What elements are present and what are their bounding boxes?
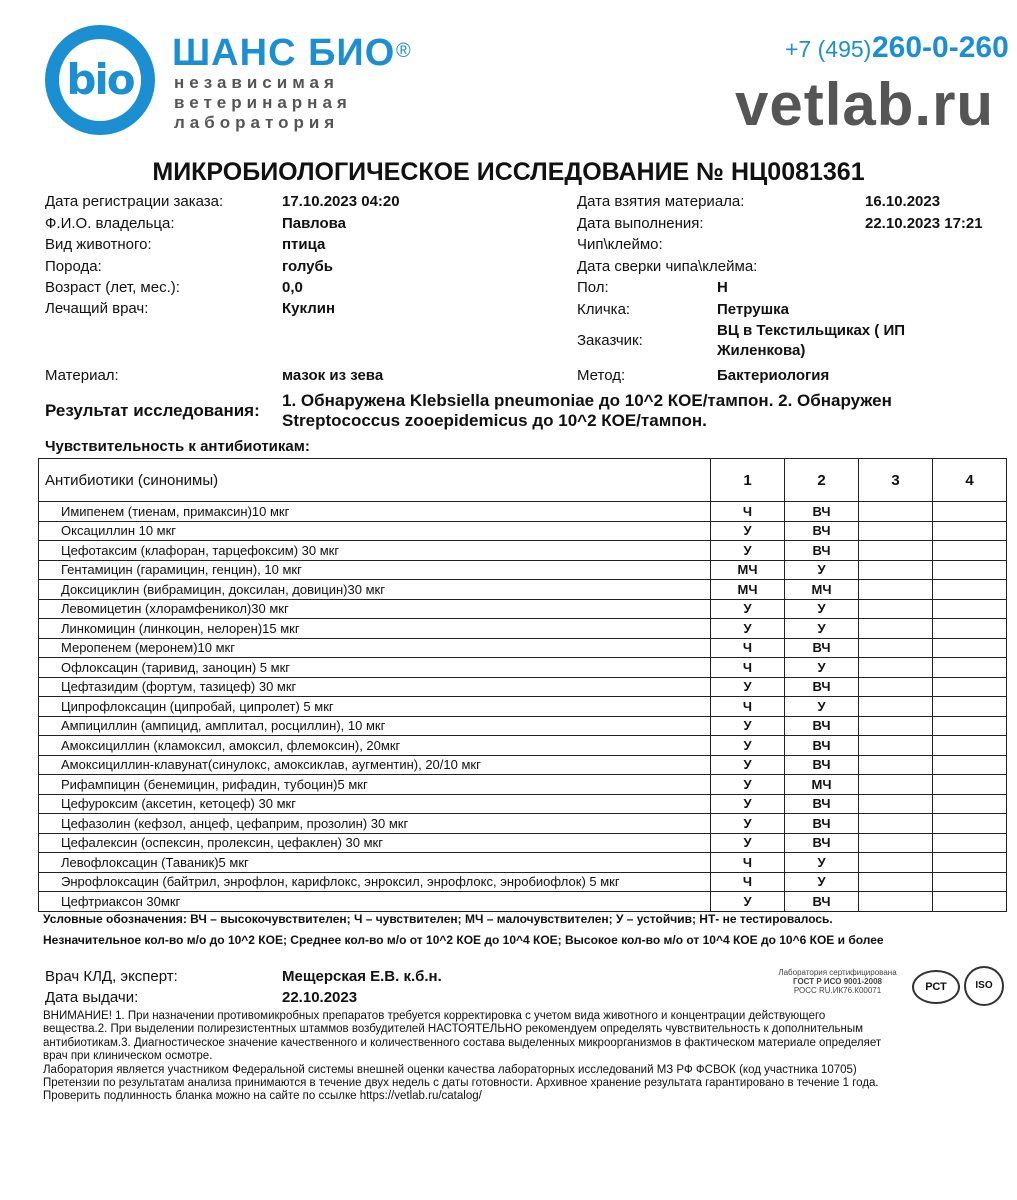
antibiotic-name-cell: Цефалексин (оспексин, пролексин, цефаклен) 30 мкг [39, 833, 711, 853]
breed-label: Порода: [45, 258, 102, 275]
footer-line: антибиотикам.3. Диагностическое значение качественного и количественного состава выделенных микроорганизмов в фактическом материале определяет [43, 1036, 882, 1049]
rst-badge-icon: РСТ [912, 970, 960, 1004]
sensitivity-cell-2: ВЧ [785, 541, 859, 561]
brand-subtitle-2: ветеринарная [174, 93, 352, 112]
sensitivity-title: Чувствительность к антибиотикам: [45, 438, 310, 455]
customer-label: Заказчик: [577, 332, 643, 349]
issue-date-value: 22.10.2023 [282, 989, 358, 1006]
brand-subtitle-3: лаборатория [174, 113, 340, 132]
brand-subtitle-1: независимая [174, 73, 339, 92]
antibiotic-name-cell: Амоксициллин-клавунат(синулокс, амоксиклав, аугментин), 20/10 мкг [39, 755, 711, 775]
sensitivity-cell-2: ВЧ [785, 638, 859, 658]
footer-line: вещества.2. При выделении полирезистентных штаммов возбудителей НАСТОЯТЕЛЬНО рекомендуем определять чувствительность к дополнительным [43, 1023, 864, 1036]
table-row [39, 814, 1007, 834]
table-row [39, 502, 1007, 522]
table-row [39, 755, 1007, 775]
doctor-value: Куклин [282, 300, 335, 317]
table-row [39, 736, 1007, 756]
species-value: птица [282, 236, 326, 253]
sensitivity-cell-3 [859, 872, 933, 892]
table-row [39, 599, 1007, 619]
column-header-3: 3 [859, 459, 933, 502]
antibiotic-name-cell: Рифампицин (бенемицин, рифадин, тубоцин)5 мкг [39, 775, 711, 795]
sensitivity-cell-4 [933, 697, 1007, 717]
sensitivity-cell-1: У [711, 736, 785, 756]
sensitivity-cell-2: У [785, 599, 859, 619]
column-header-antibiotic: Антибиотики (синонимы) [39, 459, 711, 502]
sensitivity-cell-1: Ч [711, 502, 785, 522]
method-label: Метод: [577, 367, 626, 384]
sensitivity-cell-2: ВЧ [785, 833, 859, 853]
table-row [39, 697, 1007, 717]
antibiotic-name-cell: Линкомицин (линкоцин, нелорен)15 мкг [39, 619, 711, 639]
table-row [39, 872, 1007, 892]
sensitivity-cell-1: МЧ [711, 560, 785, 580]
sensitivity-cell-4 [933, 716, 1007, 736]
chip-check-label: Дата сверки чипа\клейма: [577, 258, 758, 275]
age-label: Возраст (лет, мес.): [45, 279, 180, 296]
sensitivity-cell-3 [859, 560, 933, 580]
site-name: vetlab.ru [735, 71, 995, 138]
sex-label: Пол: [577, 279, 609, 296]
cert-line-1: Лаборатория сертифицирована [778, 968, 897, 977]
sensitivity-cell-2: ВЧ [785, 814, 859, 834]
expert-label: Врач КЛД, эксперт: [45, 968, 178, 985]
antibiotic-name-cell: Цефотаксим (клафоран, тарцефоксим) 30 мкг [39, 541, 711, 561]
legend: Условные обозначения: ВЧ – высокочувствителен; Ч – чувствителен; МЧ – малочувствителен; У – устойчив; НТ- не тестировалось. [43, 912, 833, 926]
sensitivity-cell-2: ВЧ [785, 892, 859, 912]
footer-line: Лаборатория является участником Федеральной системы внешней оценки качества лабораторных исследований МЗ РФ ФСВОК (код участника 10705) [43, 1063, 857, 1076]
phone-number: 260-0-260 [872, 31, 1009, 64]
pet-name-value: Петрушка [717, 301, 789, 318]
footer-notes [43, 1010, 1008, 1104]
sensitivity-cell-1: У [711, 775, 785, 795]
sensitivity-cell-2: ВЧ [785, 755, 859, 775]
result-line-2: Streptococcus zooepidemicus до 10^2 КОЕ/тампон. [282, 411, 707, 430]
pet-name-label: Кличка: [577, 301, 631, 318]
sensitivity-cell-1: У [711, 619, 785, 639]
sensitivity-cell-2: У [785, 658, 859, 678]
breed-value: голубь [282, 258, 333, 275]
sensitivity-cell-2: У [785, 619, 859, 639]
done-date-value: 22.10.2023 17:21 [865, 215, 983, 232]
result-line-1: 1. Обнаружена Klebsiella pneumoniae до 10^2 КОЕ/тампон. 2. Обнаружен [282, 391, 892, 410]
sensitivity-cell-3 [859, 814, 933, 834]
table-row [39, 638, 1007, 658]
owner-value: Павлова [282, 215, 347, 232]
antibiotic-name-cell: Цефтазидим (фортум, тазицеф) 30 мкг [39, 677, 711, 697]
reg-date-value: 17.10.2023 04:20 [282, 193, 400, 210]
sensitivity-cell-2: ВЧ [785, 521, 859, 541]
sensitivity-cell-4 [933, 794, 1007, 814]
sensitivity-cell-1: У [711, 892, 785, 912]
material-value: мазок из зева [282, 367, 384, 384]
sensitivity-cell-1: Ч [711, 697, 785, 717]
antibiotic-name-cell: Цефуроксим (аксетин, кетоцеф) 30 мкг [39, 794, 711, 814]
sensitivity-cell-4 [933, 736, 1007, 756]
sensitivity-cell-4 [933, 775, 1007, 795]
doctor-label: Лечащий врач: [45, 300, 149, 317]
sensitivity-cell-4 [933, 599, 1007, 619]
antibiotic-name-cell: Энрофлоксацин (байтрил, энрофлон, карифлокс, энроксил, энрофлокс, энробиофлок) 5 мкг [39, 872, 711, 892]
sensitivity-cell-1: МЧ [711, 580, 785, 600]
sensitivity-cell-4 [933, 872, 1007, 892]
table-body [39, 502, 1007, 912]
table-row [39, 560, 1007, 580]
sensitivity-cell-1: У [711, 814, 785, 834]
sensitivity-cell-1: У [711, 833, 785, 853]
done-date-label: Дата выполнения: [577, 215, 704, 232]
table-row [39, 892, 1007, 912]
sensitivity-cell-1: Ч [711, 658, 785, 678]
column-header-2: 2 [785, 459, 859, 502]
sex-value: Н [717, 279, 728, 296]
age-value: 0,0 [282, 279, 303, 296]
antibiotic-name-cell: Меропенем (меронем)10 мкг [39, 638, 711, 658]
antibiotic-name-cell: Гентамицин (гарамицин, генцин), 10 мкг [39, 560, 711, 580]
issue-date-label: Дата выдачи: [45, 989, 139, 1006]
sensitivity-cell-1: Ч [711, 638, 785, 658]
sensitivity-cell-1: У [711, 541, 785, 561]
brand-name: ШАНС БИО [172, 32, 396, 74]
sensitivity-cell-1: У [711, 599, 785, 619]
sensitivity-cell-4 [933, 677, 1007, 697]
iso-badge-icon: ISO [964, 966, 1004, 1006]
sensitivity-cell-4 [933, 580, 1007, 600]
sensitivity-cell-2: ВЧ [785, 794, 859, 814]
owner-label: Ф.И.О. владельца: [45, 215, 175, 232]
sensitivity-cell-4 [933, 502, 1007, 522]
sensitivity-cell-4 [933, 755, 1007, 775]
sensitivity-cell-2: У [785, 560, 859, 580]
sensitivity-cell-3 [859, 697, 933, 717]
sensitivity-cell-3 [859, 736, 933, 756]
sensitivity-cell-2: У [785, 872, 859, 892]
phone-prefix: +7 (495) [785, 36, 872, 62]
sensitivity-cell-1: У [711, 677, 785, 697]
antibiotic-name-cell: Ампициллин (ампицид, амплитал, росциллин), 10 мкг [39, 716, 711, 736]
antibiotic-name-cell: Имипенем (тиенам, примаксин)10 мкг [39, 502, 711, 522]
table-row [39, 619, 1007, 639]
sensitivity-cell-4 [933, 619, 1007, 639]
antibiotic-name-cell: Левомицетин (хлорамфеникол)30 мкг [39, 599, 711, 619]
sensitivity-cell-3 [859, 677, 933, 697]
sensitivity-cell-2: ВЧ [785, 736, 859, 756]
sensitivity-cell-3 [859, 892, 933, 912]
sensitivity-cell-3 [859, 658, 933, 678]
antibiotic-name-cell: Ципрофлоксацин (ципробай, ципролет) 5 мкг [39, 697, 711, 717]
result-value [282, 391, 942, 431]
sensitivity-cell-1: У [711, 716, 785, 736]
table-row [39, 853, 1007, 873]
table-row [39, 658, 1007, 678]
sensitivity-cell-3 [859, 521, 933, 541]
sensitivity-cell-4 [933, 892, 1007, 912]
table-row [39, 794, 1007, 814]
footer-line: Проверить подлинность бланка можно на сайте по ссылке https://vetlab.ru/catalog/ [43, 1090, 482, 1103]
sensitivity-cell-3 [859, 599, 933, 619]
logo: bio [66, 55, 134, 104]
sensitivity-cell-2: У [785, 697, 859, 717]
sensitivity-cell-3 [859, 853, 933, 873]
antibiotic-name-cell: Офлоксацин (таривид, заноцин) 5 мкг [39, 658, 711, 678]
table-row [39, 775, 1007, 795]
footer-line: врач при клиническом осмотре. [43, 1050, 213, 1063]
antibiotic-name-cell: Левофлоксацин (Таваник)5 мкг [39, 853, 711, 873]
sample-date-label: Дата взятия материала: [577, 193, 745, 210]
sensitivity-cell-3 [859, 755, 933, 775]
sensitivity-cell-4 [933, 560, 1007, 580]
table-row [39, 677, 1007, 697]
sample-date-value: 16.10.2023 [865, 193, 941, 210]
sensitivity-cell-3 [859, 775, 933, 795]
result-label: Результат исследования: [45, 401, 260, 420]
sensitivity-cell-2: ВЧ [785, 677, 859, 697]
table-row [39, 580, 1007, 600]
sensitivity-cell-4 [933, 638, 1007, 658]
sensitivity-cell-1: Ч [711, 872, 785, 892]
sensitivity-cell-1: У [711, 521, 785, 541]
sensitivity-cell-2: ВЧ [785, 716, 859, 736]
footer-line: ВНИМАНИЕ! 1. При назначении противомикробных препаратов требуется корректировка с учетом вида животного и концентрации действующего [43, 1010, 826, 1022]
species-label: Вид животного: [45, 236, 152, 253]
cert-line-3: РОСС RU.ИК76.К00071 [793, 986, 882, 995]
table-header-row [39, 459, 1007, 502]
sensitivity-cell-3 [859, 833, 933, 853]
sensitivity-cell-3 [859, 541, 933, 561]
table-row [39, 716, 1007, 736]
sensitivity-cell-2: МЧ [785, 580, 859, 600]
footer-line: Претензии по результатам анализа принимаются в течение двух недель с даты готовности. Архивное хранение результата гарантировано в течение 1 года. [43, 1077, 879, 1090]
sensitivity-cell-3 [859, 580, 933, 600]
customer-value-line2: Жиленкова) [717, 342, 806, 359]
page-title: МИКРОБИОЛОГИЧЕСКОЕ ИССЛЕДОВАНИЕ № НЦ0081361 [152, 158, 865, 186]
sensitivity-cell-2: У [785, 853, 859, 873]
reg-date-label: Дата регистрации заказа: [45, 193, 224, 210]
sensitivity-cell-2: МЧ [785, 775, 859, 795]
sensitivity-cell-3 [859, 619, 933, 639]
certification-text [765, 968, 910, 995]
cert-line-2: ГОСТ Р ИСО 9001-2008 [793, 977, 882, 986]
column-header-1: 1 [711, 459, 785, 502]
sensitivity-cell-4 [933, 814, 1007, 834]
sensitivity-cell-3 [859, 716, 933, 736]
table-row [39, 521, 1007, 541]
sensitivity-cell-3 [859, 502, 933, 522]
sensitivity-cell-3 [859, 638, 933, 658]
method-value: Бактериология [717, 367, 830, 384]
sensitivity-cell-1: У [711, 755, 785, 775]
antibiotic-name-cell: Амоксициллин (кламоксил, амоксил, флемоксин), 20мкг [39, 736, 711, 756]
antibiotic-name-cell: Оксациллин 10 мкг [39, 521, 711, 541]
sensitivity-cell-1: Ч [711, 853, 785, 873]
sensitivity-cell-3 [859, 794, 933, 814]
sensitivity-cell-4 [933, 833, 1007, 853]
sensitivity-cell-4 [933, 541, 1007, 561]
expert-value: Мещерская Е.В. к.б.н. [282, 968, 442, 985]
table-row [39, 541, 1007, 561]
chip-label: Чип\клеймо: [577, 236, 663, 253]
antibiotic-name-cell: Доксициклин (вибрамицин, доксилан, довицин)30 мкг [39, 580, 711, 600]
sensitivity-cell-4 [933, 853, 1007, 873]
sensitivity-cell-1: У [711, 794, 785, 814]
sensitivity-cell-4 [933, 658, 1007, 678]
column-header-4: 4 [933, 459, 1007, 502]
material-label: Материал: [45, 367, 119, 384]
antibiotic-table [38, 458, 1007, 912]
table-row [39, 833, 1007, 853]
sensitivity-cell-4 [933, 521, 1007, 541]
antibiotic-name-cell: Цефтриаксон 30мкг [39, 892, 711, 912]
sensitivity-cell-2: ВЧ [785, 502, 859, 522]
quantity-legend: Незначительное кол-во м/о до 10^2 КОЕ; Среднее кол-во м/о от 10^2 КОЕ до 10^4 КОЕ; Высокое кол-во м/о от 10^4 КОЕ до 10^6 КОЕ и более [43, 933, 884, 947]
antibiotic-name-cell: Цефазолин (кефзол, анцеф, цефаприм, прозолин) 30 мкг [39, 814, 711, 834]
registered-mark: ® [396, 40, 411, 62]
customer-value-line1: ВЦ в Текстильщиках ( ИП [717, 322, 906, 339]
